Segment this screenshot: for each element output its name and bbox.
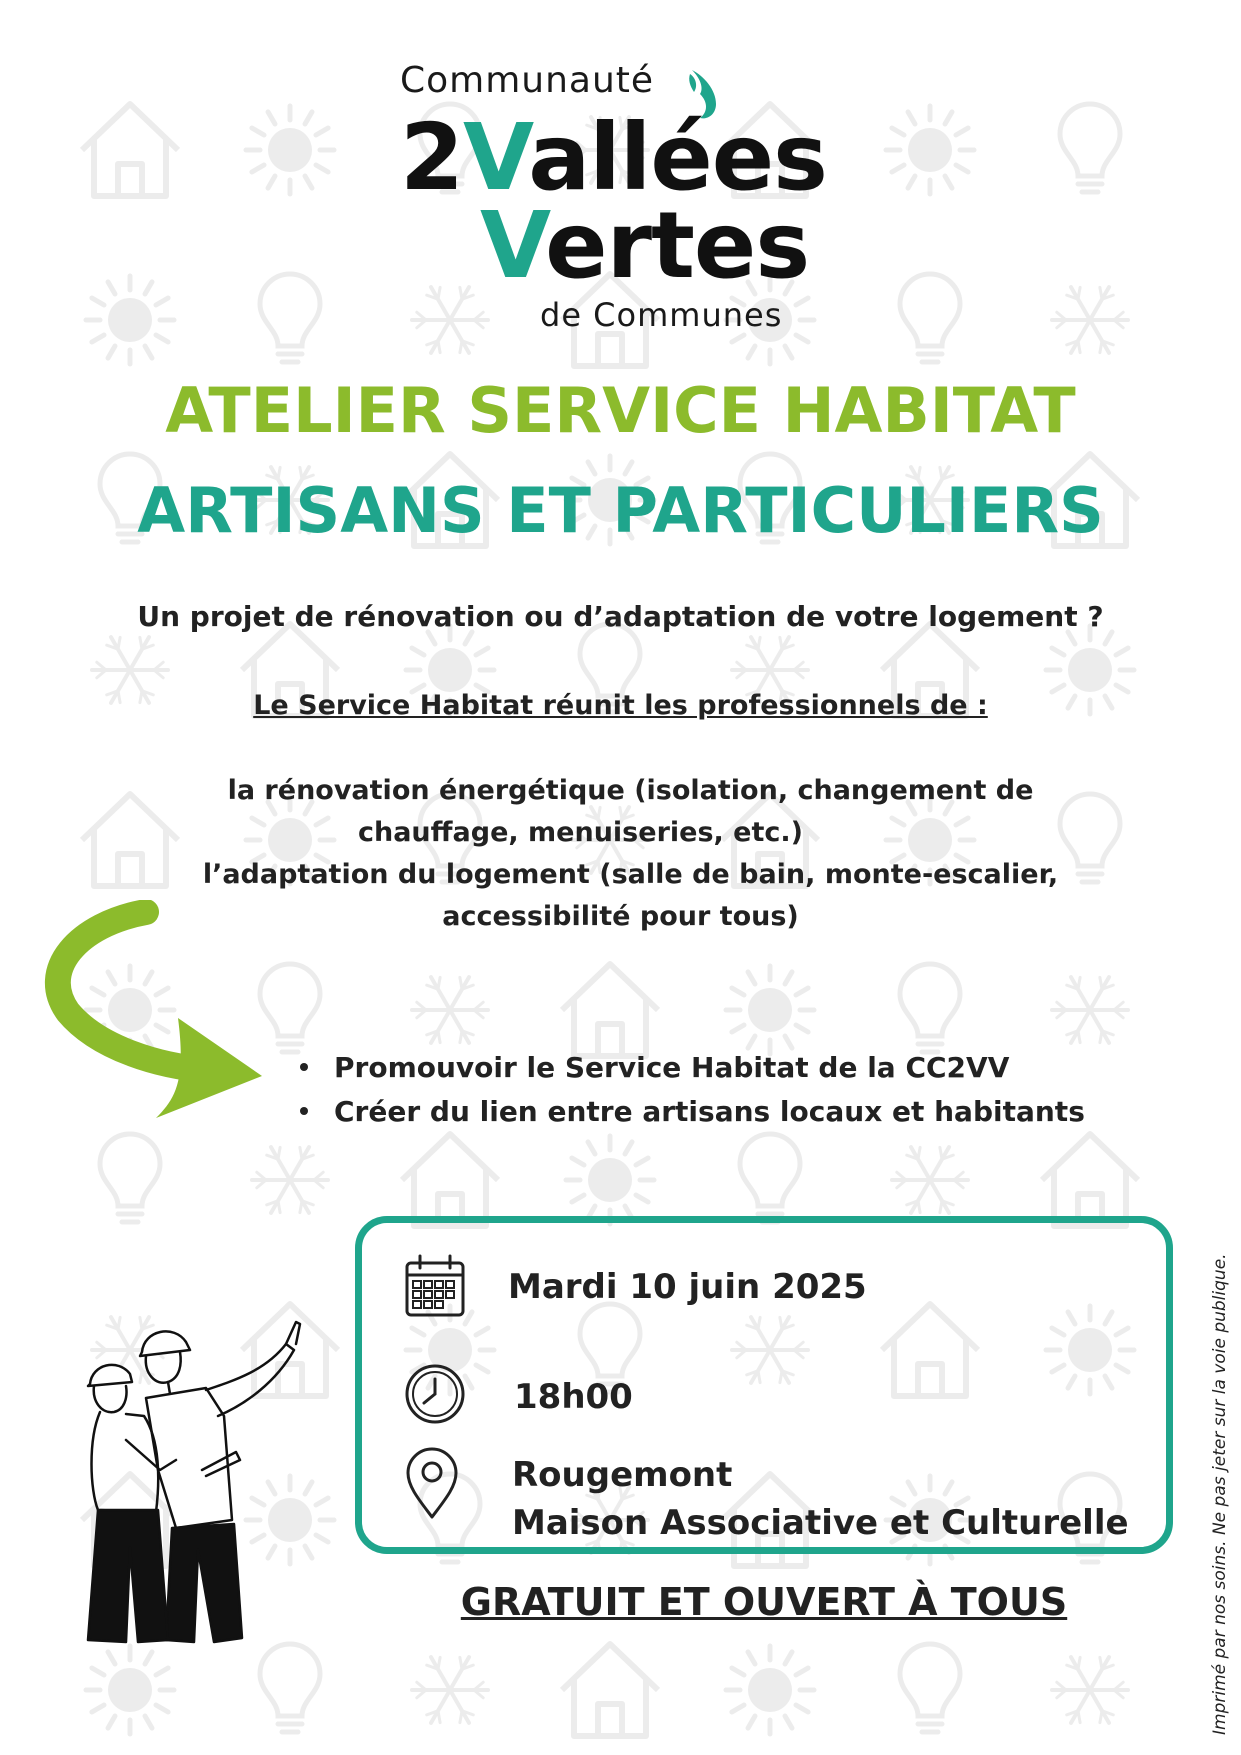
sun-ray [145, 1716, 152, 1728]
title-atelier: ATELIER SERVICE HABITAT [165, 374, 1076, 447]
sun-icon [908, 128, 952, 172]
event-place: Rougemont Maison Associative et Culturelle [512, 1455, 1129, 1543]
sun-ray [108, 346, 115, 358]
snowflake-branch [1100, 341, 1102, 353]
sun-ray [156, 1668, 168, 1675]
sun-ray [908, 176, 915, 188]
lightbulb-icon [740, 1134, 800, 1222]
sun-icon [108, 1668, 152, 1712]
sun-icon [1068, 648, 1112, 692]
snowflake-branch [300, 1147, 302, 1159]
sun-ray [156, 1705, 168, 1712]
sun-ray [636, 1158, 648, 1165]
sun-ray [588, 1142, 595, 1154]
sun-ray [892, 165, 904, 172]
sun-ray [572, 1195, 584, 1202]
question-text: Un projet de rénovation ou d’adaptation de votre logement ? [137, 600, 1104, 633]
list-item: Promouvoir le Service Habitat de la CC2VV [300, 1045, 1085, 1089]
sun-ray [908, 112, 915, 124]
sun-ray [465, 632, 472, 644]
sun-ray [785, 1652, 792, 1664]
sun-ray [268, 176, 275, 188]
sun-ray [316, 128, 328, 135]
sun-ray [1068, 632, 1075, 644]
sun-ray [748, 346, 755, 358]
detail-line: la rénovation énergétique (isolation, changement de [227, 775, 1034, 806]
snowflake-branch [1100, 1711, 1102, 1723]
sun-ray [108, 1652, 115, 1664]
sun-ray [748, 1652, 755, 1664]
sun-ray [412, 648, 424, 655]
house-icon [1042, 1134, 1138, 1226]
event-date: Mardi 10 juin 2025 [508, 1267, 867, 1307]
sun-ray [785, 1716, 792, 1728]
sun-ray [92, 1705, 104, 1712]
sun-ray [945, 176, 952, 188]
snowflake-branch [438, 341, 440, 353]
sun-ray [732, 1025, 744, 1032]
lightbulb-icon [260, 1644, 320, 1732]
sun-ray [108, 1716, 115, 1728]
snowflake-branch [438, 1031, 440, 1043]
sun-ray [476, 648, 488, 655]
sun-ray [572, 1158, 584, 1165]
logo-communaute: Communauté [400, 60, 655, 101]
sun-ray [956, 165, 968, 172]
sun-ray [1105, 632, 1112, 644]
intro-text: Le Service Habitat réunit les professionnels de : [253, 690, 988, 721]
sun-ray [145, 282, 152, 294]
sun-ray [796, 988, 808, 995]
snowflake-branch [438, 1711, 440, 1723]
snowflake-branch [1100, 287, 1102, 299]
logo-de-communes: de Communes [540, 296, 783, 334]
sun-ray [92, 1668, 104, 1675]
house-icon [562, 1644, 658, 1736]
snowflake-branch [460, 341, 462, 353]
sun-ray [92, 298, 104, 305]
lightbulb-icon [900, 1644, 960, 1732]
sun-ray [1116, 648, 1128, 655]
snowflake-branch [1100, 1657, 1102, 1669]
list-item: Créer du lien entre artisans locaux et habitants [300, 1089, 1085, 1133]
free-open-banner: GRATUIT ET OUVERT À TOUS [460, 1580, 1068, 1624]
snowflake-branch [1078, 287, 1080, 299]
sun-ray [156, 335, 168, 342]
curved-arrow-icon [38, 900, 278, 1140]
sun-ray [945, 112, 952, 124]
workers-illustration [86, 1320, 326, 1650]
sun-ray [316, 165, 328, 172]
bullet-dot [300, 1107, 308, 1115]
snowflake-branch [278, 1201, 280, 1213]
bullet-list [300, 1045, 1085, 1133]
sun-ray [588, 462, 595, 474]
sun-icon [108, 298, 152, 342]
sun-ray [145, 346, 152, 358]
snowflake-branch [460, 1657, 462, 1669]
sun-icon [748, 1668, 792, 1712]
snowflake-branch [1100, 977, 1102, 989]
snowflake-branch [940, 1201, 942, 1213]
snowflake-branch [278, 1147, 280, 1159]
house-icon [402, 1134, 498, 1226]
snowflake-branch [1078, 977, 1080, 989]
sun-ray [92, 335, 104, 342]
house-icon [562, 964, 658, 1056]
lightbulb-icon [100, 1134, 160, 1222]
sun-icon [268, 128, 312, 172]
sun-ray [428, 632, 435, 644]
snowflake-branch [780, 637, 782, 649]
event-date-row [404, 1253, 867, 1319]
snowflake-branch [118, 637, 120, 649]
snowflake-branch [918, 1201, 920, 1213]
sun-ray [108, 282, 115, 294]
sun-ray [796, 1668, 808, 1675]
sun-ray [625, 462, 632, 474]
location-pin-icon [404, 1445, 460, 1521]
sun-icon [748, 988, 792, 1032]
sun-ray [748, 972, 755, 984]
event-info-box [355, 1216, 1173, 1554]
sun-ray [145, 1652, 152, 1664]
sun-ray [796, 1025, 808, 1032]
snowflake-branch [460, 1711, 462, 1723]
event-time: 18h00 [514, 1377, 633, 1417]
event-time-row [404, 1363, 633, 1425]
house-icon [82, 104, 178, 196]
snowflake-branch [940, 1147, 942, 1159]
lightbulb-icon [900, 274, 960, 362]
sun-ray [732, 1668, 744, 1675]
snowflake-branch [300, 1201, 302, 1213]
sun-icon [588, 1158, 632, 1202]
bullet-dot [300, 1063, 308, 1071]
sun-ray [956, 128, 968, 135]
event-place-row [404, 1445, 1129, 1547]
sun-ray [268, 112, 275, 124]
sun-ray [1052, 648, 1064, 655]
snowflake-branch [758, 637, 760, 649]
snowflake-branch [1078, 1031, 1080, 1043]
sun-ray [892, 128, 904, 135]
sun-ray [305, 112, 312, 124]
snowflake-branch [1078, 341, 1080, 353]
title-artisans: ARTISANS ET PARTICULIERS [137, 474, 1104, 547]
sun-ray [732, 1705, 744, 1712]
snowflake-branch [460, 1031, 462, 1043]
sun-ray [305, 176, 312, 188]
lightbulb-icon [260, 274, 320, 362]
detail-line: l’adaptation du logement (salle de bain, monte-escalier, [202, 859, 1059, 890]
sun-icon [428, 648, 472, 692]
snowflake-branch [438, 977, 440, 989]
sun-ray [252, 128, 264, 135]
snowflake-branch [460, 977, 462, 989]
logo-vertes: Vertes [480, 192, 810, 299]
calendar-icon [404, 1253, 466, 1319]
snowflake-branch [918, 1147, 920, 1159]
logo [390, 60, 870, 340]
sun-ray [748, 1716, 755, 1728]
lightbulb-icon [900, 964, 960, 1052]
sun-ray [785, 972, 792, 984]
sun-ray [156, 298, 168, 305]
sun-ray [252, 165, 264, 172]
logo-2vallees: 2Vallées [400, 104, 827, 211]
side-note: Imprimé par nos soins. Ne pas jeter sur la voie publique. [1210, 1253, 1230, 1735]
lightbulb-icon [1060, 104, 1120, 192]
snowflake-branch [1100, 1031, 1102, 1043]
clock-icon [404, 1363, 466, 1425]
sun-ray [732, 988, 744, 995]
sun-ray [636, 1195, 648, 1202]
detail-line: chauffage, menuiseries, etc.) [357, 817, 803, 848]
snowflake-branch [438, 1657, 440, 1669]
snowflake-branch [1078, 1711, 1080, 1723]
snowflake-branch [1078, 1657, 1080, 1669]
detail-line: accessibilité pour tous) [442, 901, 799, 932]
sun-ray [785, 346, 792, 358]
sun-ray [625, 1142, 632, 1154]
sun-ray [796, 1705, 808, 1712]
snowflake-branch [140, 637, 142, 649]
